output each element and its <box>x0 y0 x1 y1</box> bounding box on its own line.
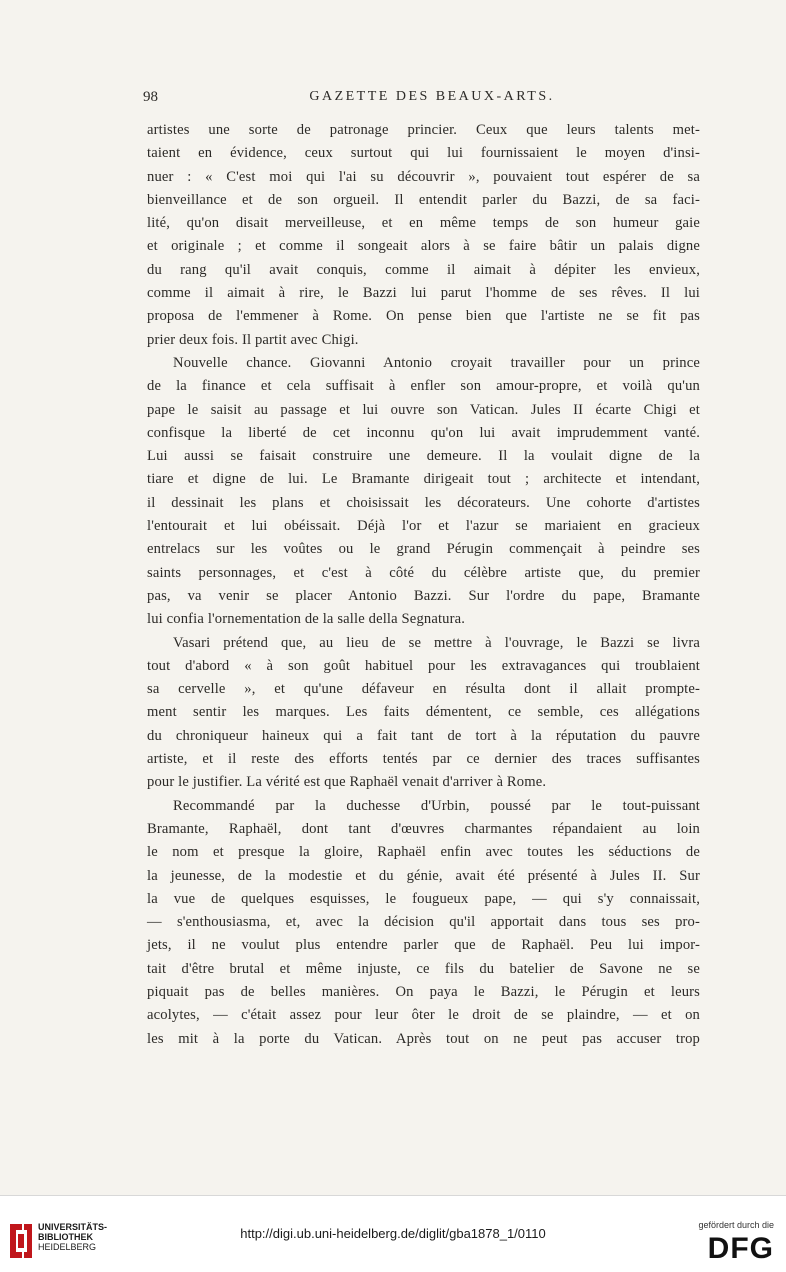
text-line: Recommandé par la duchesse d'Urbin, poussé par le tout-puissant <box>173 797 700 814</box>
text-line: bienveillance et de son orgueil. Il entendit parler du Bazzi, de sa faci- <box>147 191 700 208</box>
text-line: prier deux fois. Il partit avec Chigi. <box>147 331 359 348</box>
text-line: et originale ; et comme il songeait alors à se faire bâtir un palais digne <box>147 238 700 255</box>
page-number: 98 <box>143 89 158 105</box>
text-line: entrelacs sur les voûtes ou le grand Pérugin commençait à peindre ses <box>147 541 700 558</box>
text-line: Vasari prétend que, au lieu de se mettre à l'ouvrage, le Bazzi se livra <box>173 634 700 651</box>
permalink-url[interactable]: http://digi.ub.uni-heidelberg.de/diglit/gba1878_1/0110 <box>240 1226 546 1241</box>
text-line: de la finance et cela suffisait à enfler son amour-propre, et voilà qu'un <box>147 378 700 395</box>
sponsor-caption: gefördert durch die <box>698 1220 774 1230</box>
text-line: pas, va venir se placer Antonio Bazzi. Sur l'ordre du pape, Bramante <box>147 587 700 604</box>
text-line: tiare et digne de lui. Le Bramante dirigeait tout ; architecte et intendant, <box>147 471 700 488</box>
text-line: proposa de l'emmener à Rome. On pense bien que l'artiste ne se fit pas <box>147 308 700 325</box>
text-line: artiste, et il reste des efforts tentés par ce dernier des traces suffisantes <box>147 751 700 768</box>
text-line: nuer : « C'est moi qui l'ai su découvrir », pouvaient tout espérer de sa <box>147 168 700 185</box>
text-line: jets, il ne voulut plus entendre parler que de Raphaël. Peu lui impor- <box>147 937 700 954</box>
text-line: ment sentir les marques. Les faits démentent, ce semble, ces allégations <box>147 704 700 721</box>
text-line: du chroniqueur haineux qui a fait tant de tort à la réputation du pauvre <box>147 727 700 744</box>
text-line: saints personnages, et c'est à côté du célèbre artiste que, du premier <box>147 564 700 581</box>
text-line: les mit à la porte du Vatican. Après tout on ne peut pas accuser trop <box>147 1030 700 1047</box>
text-line: pape le saisit au passage et lui ouvre son Vatican. Jules II écarte Chigi et <box>147 401 700 418</box>
text-line: pour le justifier. La vérité est que Raphaël venait d'arriver à Rome. <box>147 774 547 791</box>
text-line: Lui aussi se faisait construire une demeure. Il la voulait digne de la <box>147 448 700 465</box>
text-line: lité, qu'on disait merveilleuse, et en même temps de son humeur gaie <box>147 215 700 232</box>
running-head <box>143 89 699 111</box>
text-line: artistes une sorte de patronage princier. Ceux que leurs talents met- <box>147 122 700 138</box>
text-line: sa cervelle », et qu'une défaveur en résulta dont il allait prompte- <box>147 681 700 698</box>
text-line: la vue de quelques esquisses, le fougueux pape, — qui s'y connaissait, <box>147 890 700 907</box>
library-city: HEIDELBERG <box>38 1242 97 1252</box>
text-line: Nouvelle chance. Giovanni Antonio croyait travailler pour un prince <box>173 354 700 371</box>
journal-title: GAZETTE DES BEAUX-ARTS. <box>309 89 555 104</box>
text-line: comme il aimait à rire, le Bazzi lui parut l'homme de ses rêves. Il lui <box>147 285 700 302</box>
library-name-line: BIBLIOTHEK <box>38 1232 93 1242</box>
text-line: tait d'être brutal et même injuste, ce fils du batelier de Savone ne se <box>147 960 700 977</box>
library-name-line: UNIVERSITÄTS- <box>38 1222 108 1232</box>
text-line: acolytes, — c'était assez pour leur ôter le droit de se plaindre, — et on <box>147 1007 700 1024</box>
text-line: tout d'abord « à son goût habituel pour les extravagances qui troublaient <box>147 657 700 674</box>
text-line: du rang qu'il avait conquis, comme il aimait à dépiter les envieux, <box>147 261 700 278</box>
footer-bar <box>0 1195 786 1272</box>
text-line: taient en évidence, ceux surtout qui lui fournissaient le moyen d'insi- <box>147 145 700 162</box>
dfg-logo-icon: DFG <box>707 1232 774 1265</box>
text-line: la jeunesse, de la modestie et du génie, avait été présenté à Jules II. Sur <box>147 867 700 884</box>
text-line: lui confia l'ornementation de la salle della Segnatura. <box>147 611 466 628</box>
text-line: Bramante, Raphaël, dont tant d'œuvres charmantes répandaient au loin <box>147 820 700 837</box>
text-line: piquait pas de belles manières. On paya le Bazzi, le Pérugin et leurs <box>147 983 700 1000</box>
text-line: le nom et presque la gloire, Raphaël enfin avec toutes les séductions de <box>147 844 700 861</box>
text-line: confisque la liberté de cet inconnu qu'on lui avait imprudemment vanté. <box>147 424 700 441</box>
body-text <box>147 119 700 1051</box>
text-line: il dessinait les plans et choisissait les décorateurs. Une cohorte d'artistes <box>147 494 700 511</box>
text-line: — s'enthousiasma, et, avec la décision qu'il apportait dans tous ses pro- <box>147 914 700 931</box>
text-line: l'entourait et lui obéissait. Déjà l'or et l'azur se mariaient en gracieux <box>147 518 700 535</box>
